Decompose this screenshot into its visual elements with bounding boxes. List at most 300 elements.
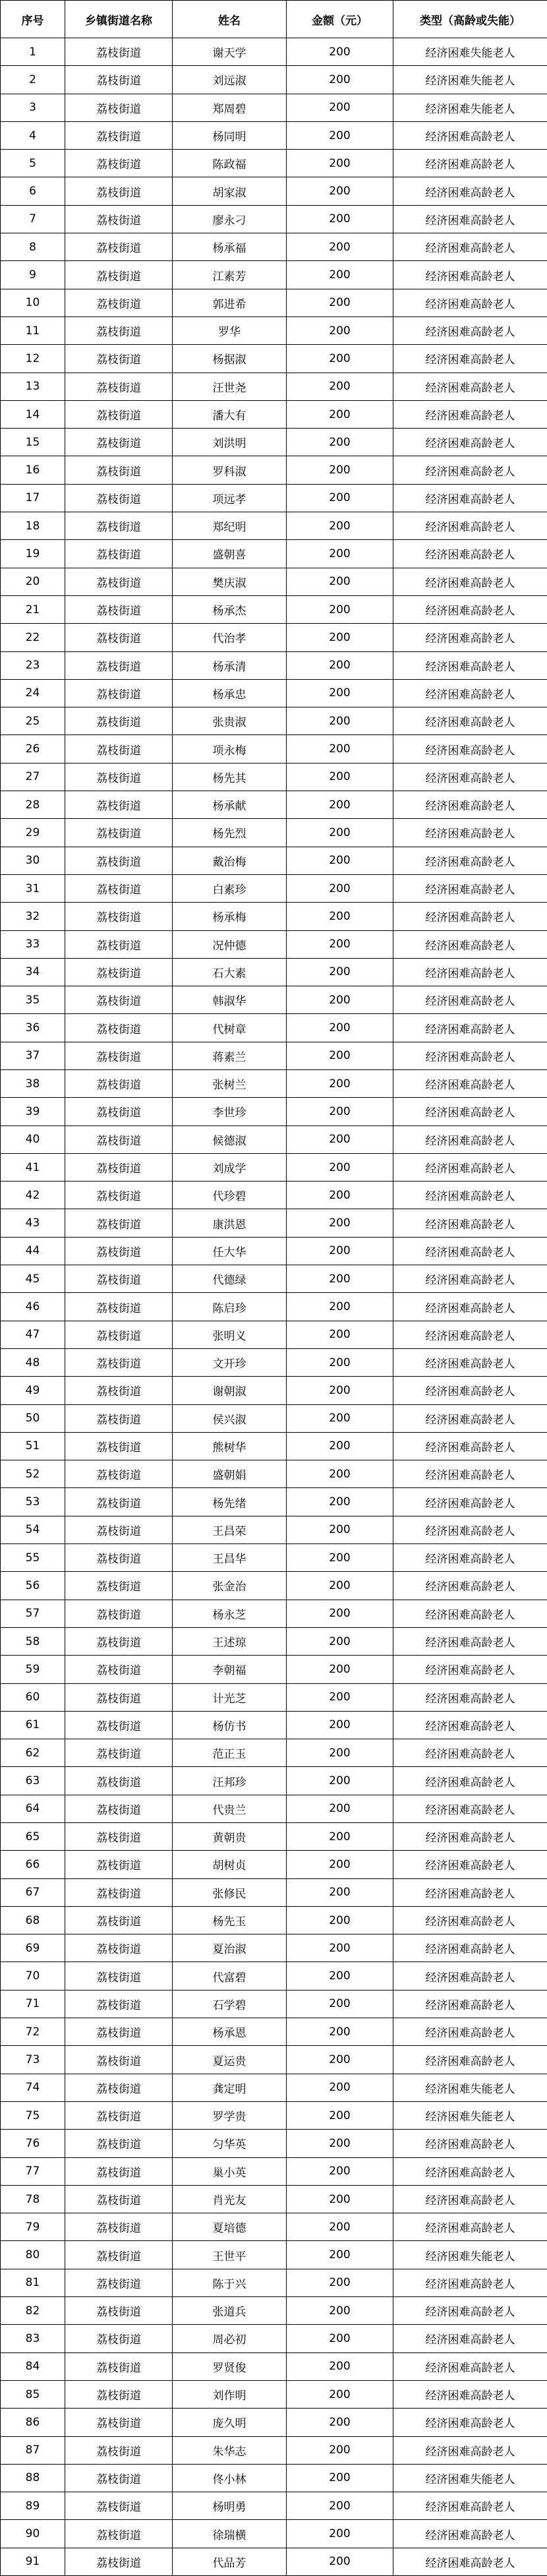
cell-type: 经济困难高龄老人 [393, 903, 547, 930]
table-row [1, 1321, 547, 1348]
cell-amount: 200 [287, 2297, 393, 2325]
cell-amount: 200 [287, 2352, 393, 2380]
cell-street: 荔枝街道 [65, 261, 173, 289]
cell-name: 汪邦珍 [173, 1767, 287, 1795]
cell-name: 王述琼 [173, 1627, 287, 1655]
table-row [1, 903, 547, 930]
cell-type: 经济困难失能老人 [393, 38, 547, 66]
table-row [1, 1795, 547, 1822]
cell-amount: 200 [287, 345, 393, 373]
cell-amount: 200 [287, 903, 393, 930]
cell-name: 刘远淑 [173, 66, 287, 94]
cell-index: 85 [1, 2380, 65, 2408]
table-row [1, 1851, 547, 1878]
cell-amount: 200 [287, 456, 393, 484]
cell-index: 86 [1, 2409, 65, 2436]
cell-type: 经济困难高龄老人 [393, 595, 547, 623]
table-row [1, 1683, 547, 1711]
cell-name: 庞久明 [173, 2409, 287, 2436]
cell-name: 刘成学 [173, 1153, 287, 1181]
cell-index: 81 [1, 2269, 65, 2296]
cell-street: 荔枝街道 [65, 1237, 173, 1265]
cell-name: 康洪恩 [173, 1209, 287, 1237]
cell-type: 经济困难高龄老人 [393, 400, 547, 428]
table-row [1, 735, 547, 763]
cell-amount: 200 [287, 2213, 393, 2241]
cell-amount: 200 [287, 791, 393, 819]
cell-amount: 200 [287, 1069, 393, 1097]
cell-street: 荔枝街道 [65, 595, 173, 623]
cell-index: 6 [1, 177, 65, 205]
table-row [1, 1767, 547, 1795]
cell-amount: 200 [287, 1042, 393, 1069]
cell-street: 荔枝街道 [65, 1767, 173, 1795]
cell-type: 经济困难高龄老人 [393, 1823, 547, 1851]
cell-street: 荔枝街道 [65, 2185, 173, 2213]
cell-amount: 200 [287, 289, 393, 316]
cell-index: 48 [1, 1348, 65, 1376]
table-row [1, 2018, 547, 2046]
cell-type: 经济困难高龄老人 [393, 2436, 547, 2464]
table-row [1, 847, 547, 874]
cell-index: 38 [1, 1069, 65, 1097]
cell-type: 经济困难高龄老人 [393, 1711, 547, 1739]
cell-street: 荔枝街道 [65, 38, 173, 66]
cell-amount: 200 [287, 177, 393, 205]
header-index: 序号 [1, 1, 65, 38]
cell-street: 荔枝街道 [65, 2074, 173, 2101]
cell-name: 陈政福 [173, 150, 287, 177]
table-row [1, 763, 547, 791]
table-row [1, 874, 547, 902]
cell-street: 荔枝街道 [65, 1627, 173, 1655]
cell-amount: 200 [287, 1656, 393, 1683]
cell-index: 73 [1, 2046, 65, 2074]
cell-index: 4 [1, 121, 65, 149]
table-row [1, 1377, 547, 1404]
table-row [1, 484, 547, 512]
cell-street: 荔枝街道 [65, 456, 173, 484]
cell-street: 荔枝街道 [65, 763, 173, 791]
cell-street: 荔枝街道 [65, 1823, 173, 1851]
cell-index: 61 [1, 1711, 65, 1739]
cell-type: 经济困难高龄老人 [393, 540, 547, 568]
cell-type: 经济困难高龄老人 [393, 874, 547, 902]
table-row [1, 819, 547, 847]
cell-type: 经济困难高龄老人 [393, 847, 547, 874]
cell-amount: 200 [287, 1182, 393, 1209]
cell-index: 23 [1, 651, 65, 679]
cell-name: 陈启珍 [173, 1293, 287, 1321]
cell-type: 经济困难高龄老人 [393, 1572, 547, 1600]
cell-street: 荔枝街道 [65, 679, 173, 707]
table-row [1, 1404, 547, 1432]
cell-name: 盛朝娟 [173, 1460, 287, 1488]
cell-name: 黄朝贵 [173, 1823, 287, 1851]
cell-index: 59 [1, 1656, 65, 1683]
cell-index: 37 [1, 1042, 65, 1069]
cell-index: 66 [1, 1851, 65, 1878]
cell-name: 夏治淑 [173, 1934, 287, 1962]
cell-street: 荔枝街道 [65, 1962, 173, 1990]
cell-name: 刘作明 [173, 2380, 287, 2408]
cell-amount: 200 [287, 94, 393, 121]
cell-street: 荔枝街道 [65, 373, 173, 400]
cell-type: 经济困难高龄老人 [393, 2520, 547, 2548]
cell-name: 杨承福 [173, 233, 287, 261]
cell-amount: 200 [287, 930, 393, 958]
cell-amount: 200 [287, 958, 393, 986]
cell-name: 侯兴淑 [173, 1404, 287, 1432]
table-row [1, 2380, 547, 2408]
cell-amount: 200 [287, 1488, 393, 1516]
cell-index: 58 [1, 1627, 65, 1655]
cell-name: 杨永芝 [173, 1600, 287, 1627]
cell-street: 荔枝街道 [65, 2297, 173, 2325]
cell-type: 经济困难高龄老人 [393, 205, 547, 233]
cell-type: 经济困难高龄老人 [393, 1990, 547, 2018]
cell-index: 78 [1, 2185, 65, 2213]
cell-index: 47 [1, 1321, 65, 1348]
cell-name: 郑纪明 [173, 512, 287, 540]
cell-type: 经济困难高龄老人 [393, 177, 547, 205]
cell-index: 50 [1, 1404, 65, 1432]
cell-street: 荔枝街道 [65, 1656, 173, 1683]
cell-name: 朱华志 [173, 2436, 287, 2464]
cell-index: 8 [1, 233, 65, 261]
cell-street: 荔枝街道 [65, 2548, 173, 2575]
cell-amount: 200 [287, 400, 393, 428]
cell-index: 51 [1, 1432, 65, 1460]
header-street: 乡镇街道名称 [65, 1, 173, 38]
cell-amount: 200 [287, 763, 393, 791]
table-row [1, 1739, 547, 1767]
cell-name: 王昌华 [173, 1544, 287, 1572]
cell-index: 43 [1, 1209, 65, 1237]
cell-index: 55 [1, 1544, 65, 1572]
cell-type: 经济困难高龄老人 [393, 233, 547, 261]
cell-index: 25 [1, 707, 65, 735]
cell-type: 经济困难高龄老人 [393, 930, 547, 958]
cell-amount: 200 [287, 568, 393, 595]
table-row [1, 651, 547, 679]
table-row [1, 1572, 547, 1600]
cell-type: 经济困难高龄老人 [393, 958, 547, 986]
cell-street: 荔枝街道 [65, 1377, 173, 1404]
cell-type: 经济困难高龄老人 [393, 2380, 547, 2408]
cell-street: 荔枝街道 [65, 958, 173, 986]
cell-index: 57 [1, 1600, 65, 1627]
cell-index: 18 [1, 512, 65, 540]
table-row [1, 1432, 547, 1460]
cell-amount: 200 [287, 1404, 393, 1432]
cell-street: 荔枝街道 [65, 735, 173, 763]
cell-type: 经济困难高龄老人 [393, 1432, 547, 1460]
table-row [1, 1488, 547, 1516]
cell-street: 荔枝街道 [65, 1293, 173, 1321]
table-row [1, 66, 547, 94]
header-amount: 金额（元） [287, 1, 393, 38]
table-row [1, 289, 547, 316]
cell-name: 杨承献 [173, 791, 287, 819]
table-row [1, 400, 547, 428]
cell-amount: 200 [287, 1683, 393, 1711]
cell-type: 经济困难高龄老人 [393, 1069, 547, 1097]
table-row [1, 2297, 547, 2325]
cell-type: 经济困难失能老人 [393, 2464, 547, 2492]
cell-name: 杨先其 [173, 763, 287, 791]
cell-amount: 200 [287, 233, 393, 261]
table-row [1, 373, 547, 400]
cell-index: 83 [1, 2325, 65, 2352]
cell-type: 经济困难高龄老人 [393, 121, 547, 149]
cell-street: 荔枝街道 [65, 874, 173, 902]
cell-street: 荔枝街道 [65, 1348, 173, 1376]
cell-street: 荔枝街道 [65, 2380, 173, 2408]
cell-street: 荔枝街道 [65, 177, 173, 205]
cell-type: 经济困难高龄老人 [393, 1851, 547, 1878]
cell-type: 经济困难高龄老人 [393, 261, 547, 289]
cell-name: 代贵兰 [173, 1795, 287, 1822]
cell-type: 经济困难高龄老人 [393, 1153, 547, 1181]
table-row [1, 1293, 547, 1321]
cell-name: 夏运贵 [173, 2046, 287, 2074]
cell-index: 45 [1, 1265, 65, 1293]
cell-type: 经济困难高龄老人 [393, 150, 547, 177]
cell-index: 64 [1, 1795, 65, 1822]
table-row [1, 540, 547, 568]
cell-name: 王世平 [173, 2241, 287, 2269]
cell-amount: 200 [287, 1321, 393, 1348]
cell-street: 荔枝街道 [65, 819, 173, 847]
cell-amount: 200 [287, 2046, 393, 2074]
cell-index: 3 [1, 94, 65, 121]
cell-name: 韩淑华 [173, 986, 287, 1014]
table-row [1, 1906, 547, 1934]
cell-type: 经济困难失能老人 [393, 66, 547, 94]
cell-street: 荔枝街道 [65, 2409, 173, 2436]
cell-amount: 200 [287, 2520, 393, 2548]
cell-amount: 200 [287, 2269, 393, 2296]
cell-street: 荔枝街道 [65, 233, 173, 261]
cell-type: 经济困难高龄老人 [393, 735, 547, 763]
cell-index: 49 [1, 1377, 65, 1404]
cell-street: 荔枝街道 [65, 2464, 173, 2492]
table-row [1, 1656, 547, 1683]
table-row [1, 2352, 547, 2380]
cell-type: 经济困难高龄老人 [393, 484, 547, 512]
cell-amount: 200 [287, 595, 393, 623]
cell-index: 17 [1, 484, 65, 512]
cell-name: 文开珍 [173, 1348, 287, 1376]
cell-type: 经济困难高龄老人 [393, 2325, 547, 2352]
cell-street: 荔枝街道 [65, 484, 173, 512]
table-row [1, 2520, 547, 2548]
cell-index: 32 [1, 903, 65, 930]
table-row [1, 2157, 547, 2185]
cell-name: 杨先绪 [173, 1488, 287, 1516]
cell-type: 经济困难高龄老人 [393, 1544, 547, 1572]
table-row [1, 1600, 547, 1627]
cell-street: 荔枝街道 [65, 1069, 173, 1097]
cell-street: 荔枝街道 [65, 1014, 173, 1042]
cell-type: 经济困难高龄老人 [393, 2157, 547, 2185]
cell-name: 项永梅 [173, 735, 287, 763]
cell-amount: 200 [287, 1209, 393, 1237]
cell-amount: 200 [287, 1823, 393, 1851]
table-row [1, 1711, 547, 1739]
cell-street: 荔枝街道 [65, 1404, 173, 1432]
cell-amount: 200 [287, 1265, 393, 1293]
cell-type: 经济困难高龄老人 [393, 1934, 547, 1962]
cell-type: 经济困难高龄老人 [393, 1404, 547, 1432]
cell-street: 荔枝街道 [65, 345, 173, 373]
table-row [1, 1348, 547, 1376]
cell-name: 李世珍 [173, 1098, 287, 1125]
cell-type: 经济困难高龄老人 [393, 2185, 547, 2213]
cell-street: 荔枝街道 [65, 986, 173, 1014]
cell-name: 代治孝 [173, 624, 287, 651]
cell-type: 经济困难高龄老人 [393, 1488, 547, 1516]
cell-index: 79 [1, 2213, 65, 2241]
cell-type: 经济困难高龄老人 [393, 345, 547, 373]
cell-street: 荔枝街道 [65, 1488, 173, 1516]
cell-name: 陈于兴 [173, 2269, 287, 2296]
table-row [1, 595, 547, 623]
cell-type: 经济困难高龄老人 [393, 1767, 547, 1795]
table-row [1, 2269, 547, 2296]
cell-name: 龚定明 [173, 2074, 287, 2101]
cell-name: 代品芳 [173, 2548, 287, 2575]
table-row [1, 1182, 547, 1209]
cell-type: 经济困难失能老人 [393, 2074, 547, 2101]
table-row [1, 958, 547, 986]
cell-type: 经济困难高龄老人 [393, 763, 547, 791]
cell-amount: 200 [287, 2380, 393, 2408]
cell-name: 杨承忠 [173, 679, 287, 707]
cell-street: 荔枝街道 [65, 2046, 173, 2074]
cell-name: 杨承恩 [173, 2018, 287, 2046]
cell-name: 杨承杰 [173, 595, 287, 623]
cell-name: 潘大有 [173, 400, 287, 428]
table-row [1, 2074, 547, 2101]
cell-amount: 200 [287, 540, 393, 568]
cell-type: 经济困难高龄老人 [393, 568, 547, 595]
cell-name: 熊树华 [173, 1432, 287, 1460]
cell-amount: 200 [287, 1739, 393, 1767]
cell-street: 荔枝街道 [65, 1906, 173, 1934]
cell-index: 34 [1, 958, 65, 986]
cell-index: 70 [1, 1962, 65, 1990]
cell-type: 经济困难高龄老人 [393, 1683, 547, 1711]
cell-amount: 200 [287, 1348, 393, 1376]
cell-street: 荔枝街道 [65, 1516, 173, 1543]
cell-index: 11 [1, 316, 65, 344]
cell-street: 荔枝街道 [65, 651, 173, 679]
cell-name: 胡家淑 [173, 177, 287, 205]
table-row [1, 1265, 547, 1293]
cell-name: 张金治 [173, 1572, 287, 1600]
cell-street: 荔枝街道 [65, 2352, 173, 2380]
cell-name: 廖永刁 [173, 205, 287, 233]
cell-index: 13 [1, 373, 65, 400]
cell-street: 荔枝街道 [65, 2436, 173, 2464]
cell-index: 88 [1, 2464, 65, 2492]
cell-amount: 200 [287, 429, 393, 456]
cell-name: 盛朝喜 [173, 540, 287, 568]
cell-street: 荔枝街道 [65, 2157, 173, 2185]
cell-index: 52 [1, 1460, 65, 1488]
cell-index: 19 [1, 540, 65, 568]
cell-street: 荔枝街道 [65, 429, 173, 456]
table-row [1, 121, 547, 149]
cell-name: 肖光友 [173, 2185, 287, 2213]
table-row [1, 791, 547, 819]
cell-amount: 200 [287, 1906, 393, 1934]
cell-index: 46 [1, 1293, 65, 1321]
cell-type: 经济困难高龄老人 [393, 2297, 547, 2325]
cell-index: 15 [1, 429, 65, 456]
cell-street: 荔枝街道 [65, 1878, 173, 1906]
cell-type: 经济困难高龄老人 [393, 2213, 547, 2241]
table-row [1, 1544, 547, 1572]
table-row [1, 930, 547, 958]
cell-type: 经济困难高龄老人 [393, 679, 547, 707]
cell-amount: 200 [287, 1125, 393, 1153]
cell-street: 荔枝街道 [65, 1209, 173, 1237]
cell-amount: 200 [287, 2492, 393, 2520]
table-row [1, 2492, 547, 2520]
cell-index: 84 [1, 2352, 65, 2380]
cell-amount: 200 [287, 679, 393, 707]
cell-amount: 200 [287, 1767, 393, 1795]
cell-street: 荔枝街道 [65, 2018, 173, 2046]
cell-type: 经济困难高龄老人 [393, 986, 547, 1014]
cell-index: 76 [1, 2130, 65, 2157]
cell-street: 荔枝街道 [65, 1544, 173, 1572]
cell-index: 54 [1, 1516, 65, 1543]
cell-name: 杨同明 [173, 121, 287, 149]
cell-name: 杨仿书 [173, 1711, 287, 1739]
cell-index: 24 [1, 679, 65, 707]
cell-index: 5 [1, 150, 65, 177]
table-row [1, 1069, 547, 1097]
cell-type: 经济困难高龄老人 [393, 624, 547, 651]
cell-name: 范正玉 [173, 1739, 287, 1767]
cell-street: 荔枝街道 [65, 400, 173, 428]
cell-street: 荔枝街道 [65, 2492, 173, 2520]
cell-index: 16 [1, 456, 65, 484]
cell-index: 56 [1, 1572, 65, 1600]
cell-amount: 200 [287, 2241, 393, 2269]
cell-street: 荔枝街道 [65, 568, 173, 595]
cell-type: 经济困难高龄老人 [393, 1878, 547, 1906]
table-row [1, 177, 547, 205]
cell-name: 罗科淑 [173, 456, 287, 484]
cell-name: 巢小英 [173, 2157, 287, 2185]
cell-name: 况仲德 [173, 930, 287, 958]
cell-name: 谢朝淑 [173, 1377, 287, 1404]
cell-type: 经济困难高龄老人 [393, 2548, 547, 2575]
cell-name: 胡树贞 [173, 1851, 287, 1878]
cell-amount: 200 [287, 2074, 393, 2101]
cell-name: 汪世尧 [173, 373, 287, 400]
table-row [1, 512, 547, 540]
cell-street: 荔枝街道 [65, 624, 173, 651]
cell-type: 经济困难高龄老人 [393, 1182, 547, 1209]
cell-type: 经济困难高龄老人 [393, 1739, 547, 1767]
table-row [1, 261, 547, 289]
